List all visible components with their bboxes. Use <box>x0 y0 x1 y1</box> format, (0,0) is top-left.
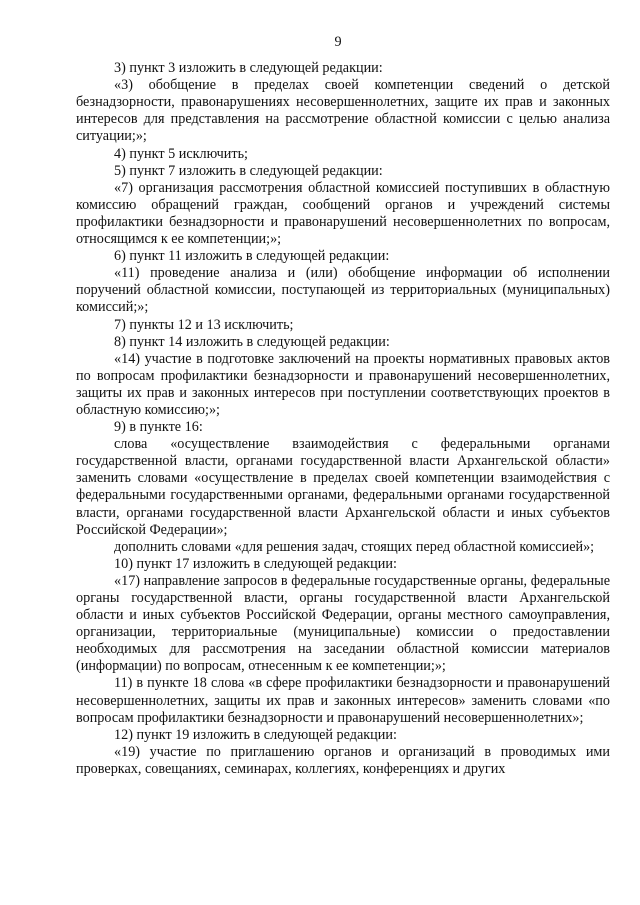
paragraph-item-10: 10) пункт 17 изложить в следующей редакции: <box>114 555 397 572</box>
paragraph-item-10-text: «17) направление запросов в федеральные государственные органы, федеральные органы государственной власти, органы государственной власти Архангельской области и иных субъектов Российской Федерации, органы местного самоуправления, организации, территориальные (муниципальные) комиссии о предоставлении необходимых для рассмотрения на заседании областной комиссии материалов (информации) по вопросам, отнесенным к ее компетенции;»; <box>76 572 610 675</box>
paragraph-item-7: 7) пункты 12 и 13 исключить; <box>114 316 294 333</box>
paragraph-item-8-text: «14) участие в подготовке заключений на проекты нормативных правовых актов по вопросам профилактики безнадзорности и правонарушений несовершеннолетних, защиты их прав и законных интересов при поступлении соответствующих проектов в областную комиссию;»; <box>76 350 610 418</box>
paragraph-item-9-append: дополнить словами «для решения задач, стоящих перед областной комиссией»; <box>114 538 595 555</box>
paragraph-item-9-replace: слова «осуществление взаимодействия с федеральными органами государственной власти, органами государственной власти Архангельской области» заменить словами «осуществление в пределах своей компетенции взаимодействия с федеральными государственными органами, федеральными органами государственной власти, органами государственной власти Архангельской области и иных субъектов Российской Федерации»; <box>76 436 610 538</box>
paragraph-item-5: 5) пункт 7 изложить в следующей редакции: <box>114 162 383 179</box>
paragraph-item-4: 4) пункт 5 исключить; <box>114 145 248 162</box>
paragraph-item-5-text: «7) организация рассмотрения областной комиссией поступивших в областную комиссию обращений граждан, сообщений органов и учреждений системы профилактики безнадзорности и правонарушений несовершеннолетних по вопросам, относящимся к ее компетенции;»; <box>76 179 610 248</box>
paragraph-item-8: 8) пункт 14 изложить в следующей редакции: <box>114 333 390 350</box>
paragraph-item-11: 11) в пункте 18 слова «в сфере профилактики безнадзорности и правонарушений несовершеннолетних, защиты их прав и законных интересов» заменить словами «по вопросам профилактики безнадзорности и правонарушений несовершеннолетних»; <box>76 675 610 726</box>
paragraph-item-12: 12) пункт 19 изложить в следующей редакции: <box>114 726 397 743</box>
document-body <box>76 60 610 778</box>
paragraph-item-9: 9) в пункте 16: <box>114 419 203 436</box>
paragraph-item-6: 6) пункт 11 изложить в следующей редакции: <box>114 248 390 265</box>
paragraph-item-3: 3) пункт 3 изложить в следующей редакции: <box>114 60 383 77</box>
paragraph-item-3-text: «3) обобщение в пределах своей компетенции сведений о детской безнадзорности, правонарушениях несовершеннолетних, защите их прав и законных интересов для представления на рассмотрение областной комиссии с целью анализа ситуации;»; <box>76 77 610 145</box>
paragraph-item-6-text: «11) проведение анализа и (или) обобщение информации об исполнении поручений областной комиссии, поступающей из территориальных (муниципальных) комиссий;»; <box>76 265 610 316</box>
page-number: 9 <box>334 34 342 50</box>
paragraph-item-12-text: «19) участие по приглашению органов и организаций в проводимых ими проверках, совещаниях, семинарах, коллегиях, конференциях и других <box>76 743 610 777</box>
